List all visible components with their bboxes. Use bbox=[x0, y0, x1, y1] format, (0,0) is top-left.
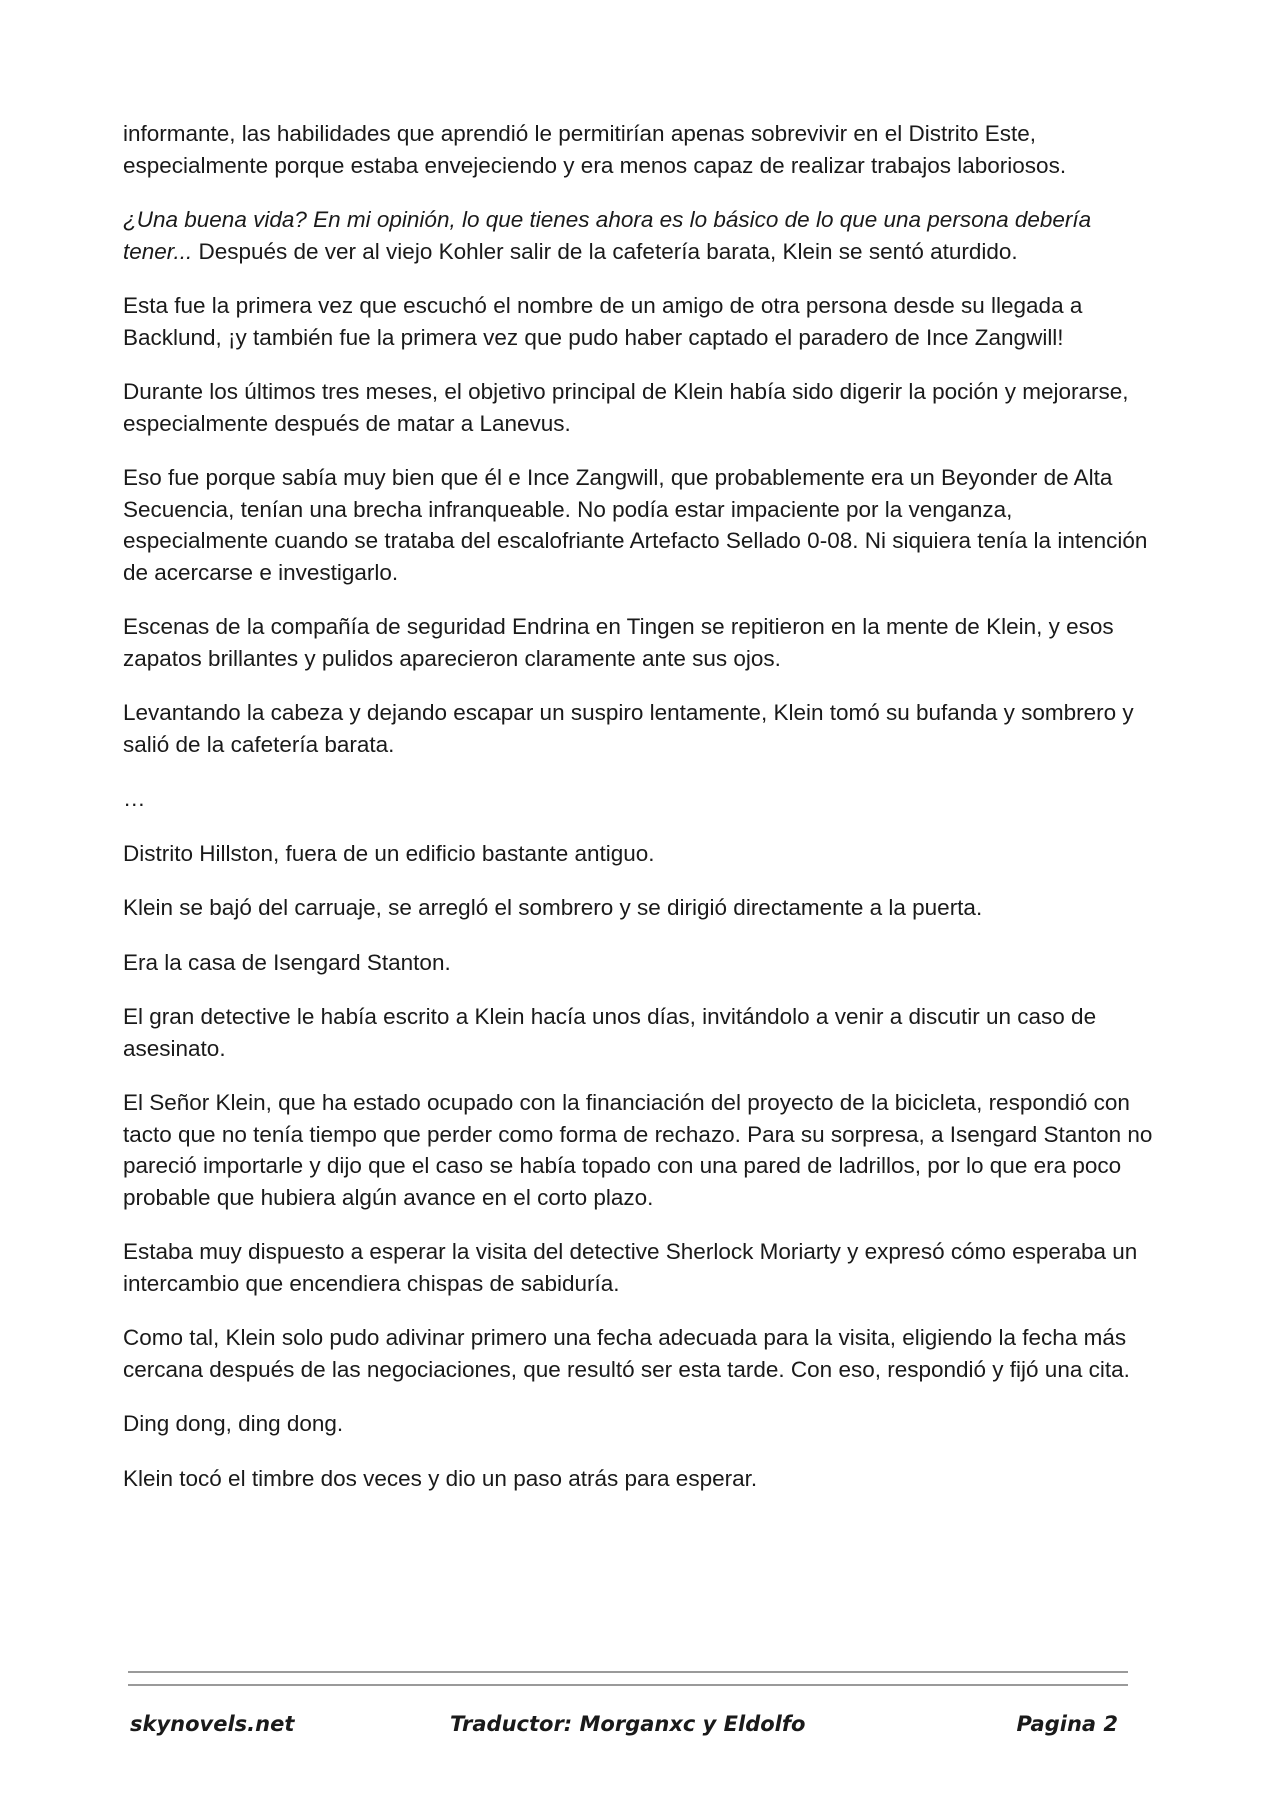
paragraph: Distrito Hillston, fuera de un edificio bastante antiguo. bbox=[123, 840, 655, 866]
paragraph: Eso fue porque sabía muy bien que él e Ince Zangwill, que probablemente era un Beyonder de Alta Secuencia, tenían una brecha infranqueable. No podía estar impaciente por la venganza, especialmente cuando se trataba del escalofriante Artefacto Sellado 0-08. Ni siquiera tenía la intención de acercarse e investigarlo. bbox=[123, 465, 1148, 585]
paragraph: Estaba muy dispuesto a esperar la visita del detective Sherlock Moriarty y expresó cómo esperaba un intercambio que encendiera chispas de sabiduría. bbox=[123, 1239, 1138, 1296]
paragraph: informante, las habilidades que aprendió le permitirían apenas sobrevivir en el Distrito Este, especialmente porque estaba envejeciendo y era menos capaz de realizar trabajos laboriosos. bbox=[123, 121, 1067, 178]
paragraph: Era la casa de Isengard Stanton. bbox=[123, 949, 451, 975]
paragraph: Levantando la cabeza y dejando escapar un suspiro lentamente, Klein tomó su bufanda y sombrero y salió de la cafetería barata. bbox=[123, 700, 1134, 757]
body-text bbox=[123, 118, 1163, 1517]
scene-break: … bbox=[123, 786, 146, 811]
footer-translator: Traductor: Morganxc y Eldolfo bbox=[450, 1712, 806, 1736]
italic-text: ¿Una buena vida? En mi opinión, lo que tienes ahora es lo básico de lo que una persona debería tener... bbox=[123, 207, 1092, 264]
paragraph: Escenas de la compañía de seguridad Endrina en Tingen se repitieron en la mente de Klein, y esos zapatos brillantes y pulidos aparecieron claramente ante sus ojos. bbox=[123, 614, 1114, 671]
paragraph: Durante los últimos tres meses, el objetivo principal de Klein había sido digerir la poción y mejorarse, especialmente después de matar a Lanevus. bbox=[123, 379, 1129, 436]
footer-divider-bottom bbox=[128, 1684, 1128, 1686]
paragraph: Ding dong, ding dong. bbox=[123, 1411, 344, 1436]
paragraph: Como tal, Klein solo pudo adivinar primero una fecha adecuada para la visita, eligiendo la fecha más cercana después de las negociaciones, que resultó ser esta tarde. Con eso, respondió y fijó una cita. bbox=[123, 1325, 1130, 1382]
paragraph: Klein se bajó del carruaje, se arregló el sombrero y se dirigió directamente a la puerta. bbox=[123, 895, 983, 920]
paragraph: Klein tocó el timbre dos veces y dio un paso atrás para esperar. bbox=[123, 1465, 758, 1491]
page-footer bbox=[128, 1712, 1128, 1748]
paragraph: Esta fue la primera vez que escuchó el nombre de un amigo de otra persona desde su llegada a Backlund, ¡y también fue la primera vez que pudo haber captado el paradero de Ince Zangwill! bbox=[123, 293, 1083, 350]
footer-site: skynovels.net bbox=[130, 1712, 295, 1736]
paragraph: ¿Una buena vida? En mi opinión, lo que tienes ahora es lo básico de lo que una persona debería tener... Después de ver al viejo Kohler salir de la cafetería barata, Klein se sentó aturdido. bbox=[123, 207, 1092, 264]
paragraph: El Señor Klein, que ha estado ocupado con la financiación del proyecto de la bicicleta, respondió con tacto que no tenía tiempo que perder como forma de rechazo. Para su sorpresa, a Isengard Stanton no pareció importarle y dijo que el caso se había topado con una pared de ladrillos, por lo que era poco probable que hubiera algún avance en el corto plazo. bbox=[123, 1090, 1153, 1210]
paragraph: El gran detective le había escrito a Klein hacía unos días, invitándolo a venir a discutir un caso de asesinato. bbox=[123, 1004, 1097, 1061]
footer-page-number: Pagina 2 bbox=[1016, 1712, 1118, 1736]
footer-divider-top bbox=[128, 1671, 1128, 1673]
